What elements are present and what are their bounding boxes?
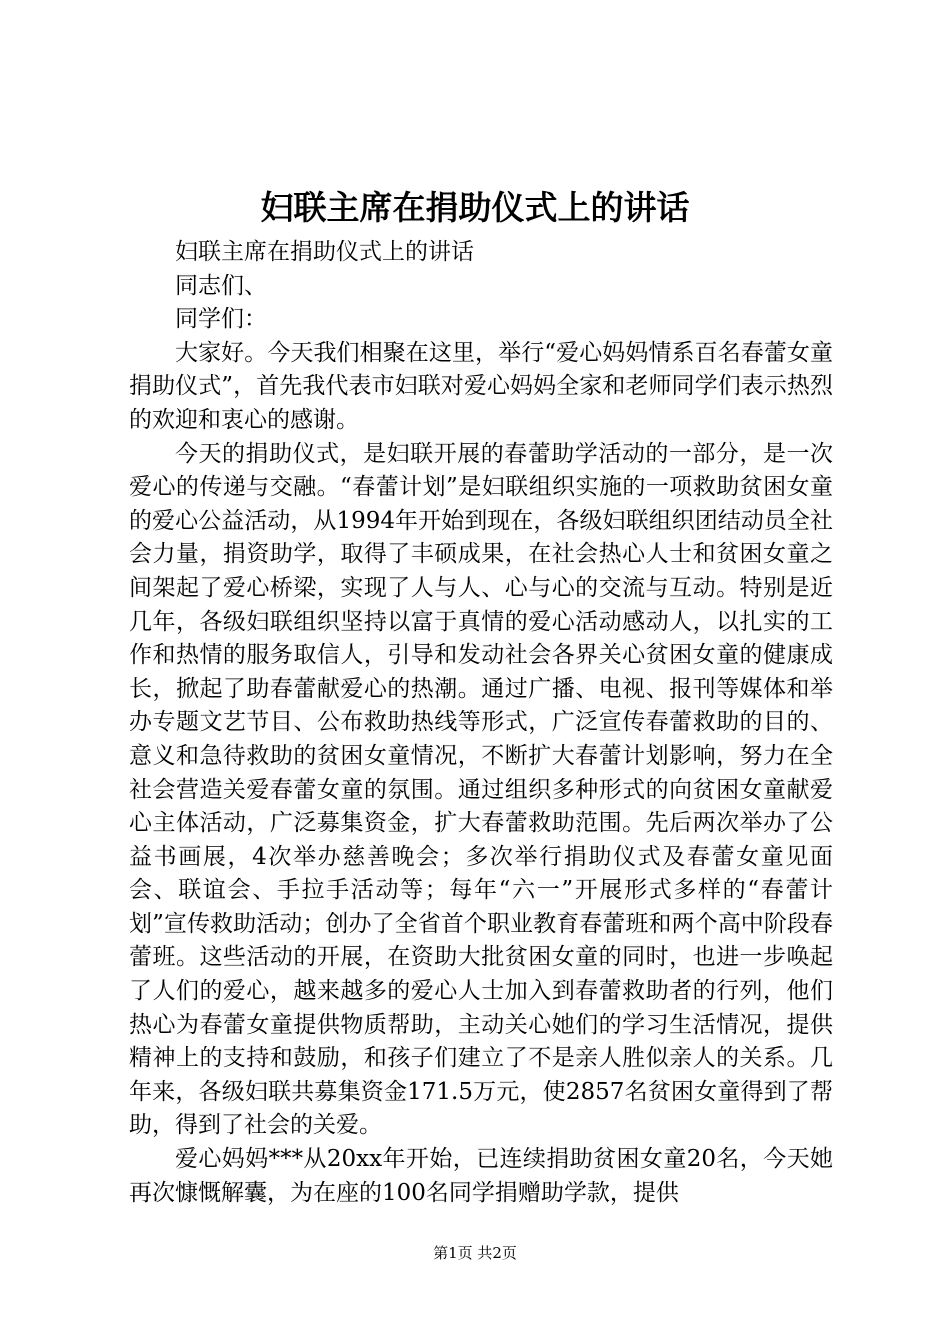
page-footer: 第1页 共2页 <box>433 1244 517 1262</box>
document-title: 妇联主席在捐助仪式上的讲话 <box>260 188 690 227</box>
paragraph-chunlei-plan: 今天的捐助仪式，是妇联开展的春蕾助学活动的一部分，是一次爱心的传递与交融。“春蕾计划”是妇联组织实施的一项救助贫困女童的爱心公益活动，从1994年开始到现在，各级妇联组织团结动员全社会力量，捐资助学，取得了丰硕成果，在社会热心人士和贫困女童之间架起了爱心桥梁，实现了人与人、心与心的交流与互动。特别是近几年，各级妇联组织坚持以富于真情的爱心活动感动人，以扎实的工作和热情的服务取信人，引导和发动社会各界关心贫困女童的健康成长，掀起了助春蕾献爱心的热潮。通过广播、电视、报刊等媒体和举办专题文艺节目、公布救助热线等形式，广泛宣传春蕾救助的目的、意义和急待救助的贫困女童情况，不断扩大春蕾计划影响，努力在全社会营造关爱春蕾女童的氛围。通过组织多种形式的向贫困女童献爱心主体活动，广泛募集资金，扩大春蕾救助范围。先后两次举办了公益书画展，4次举办慈善晚会；多次举行捐助仪式及春蕾女童见面会、联谊会、手拉手活动等；每年“六一”开展形式多样的“春蕾计划”宣传救助活动；创办了全省首个职业教育春蕾班和两个高中阶段春蕾班。这些活动的开展，在资助大批贫困女童的同时，也进一步唤起了人们的爱心，越来越多的爱心人士加入到春蕾救助者的行列，他们热心为春蕾女童提供物质帮助，主动关心她们的学习生活情况，提供精神上的支持和鼓励，和孩子们建立了不是亲人胜似亲人的关系。几年来，各级妇联共募集资金171.5万元，使2857名贫困女童得到了帮助，得到了社会的关爱。 <box>129 440 833 1139</box>
document-body <box>129 236 833 1210</box>
paragraph-subtitle: 妇联主席在捐助仪式上的讲话 <box>175 239 474 265</box>
paragraph-caring-mother: 爱心妈妈***从20xx年开始，已连续捐助贫困女童20名，今天她再次慷慨解囊，为在座的100名同学捐赠助学款，提供 <box>129 1146 833 1206</box>
paragraph-salutation-comrades: 同志们、 <box>175 272 267 299</box>
paragraph-greeting: 大家好。今天我们相聚在这里，举行“爱心妈妈情系百名春蕾女童捐助仪式”，首先我代表市妇联对爱心妈妈全家和老师同学们表示热烈的欢迎和衷心的感谢。 <box>129 339 833 433</box>
paragraph-salutation-students: 同学们： <box>175 306 267 333</box>
